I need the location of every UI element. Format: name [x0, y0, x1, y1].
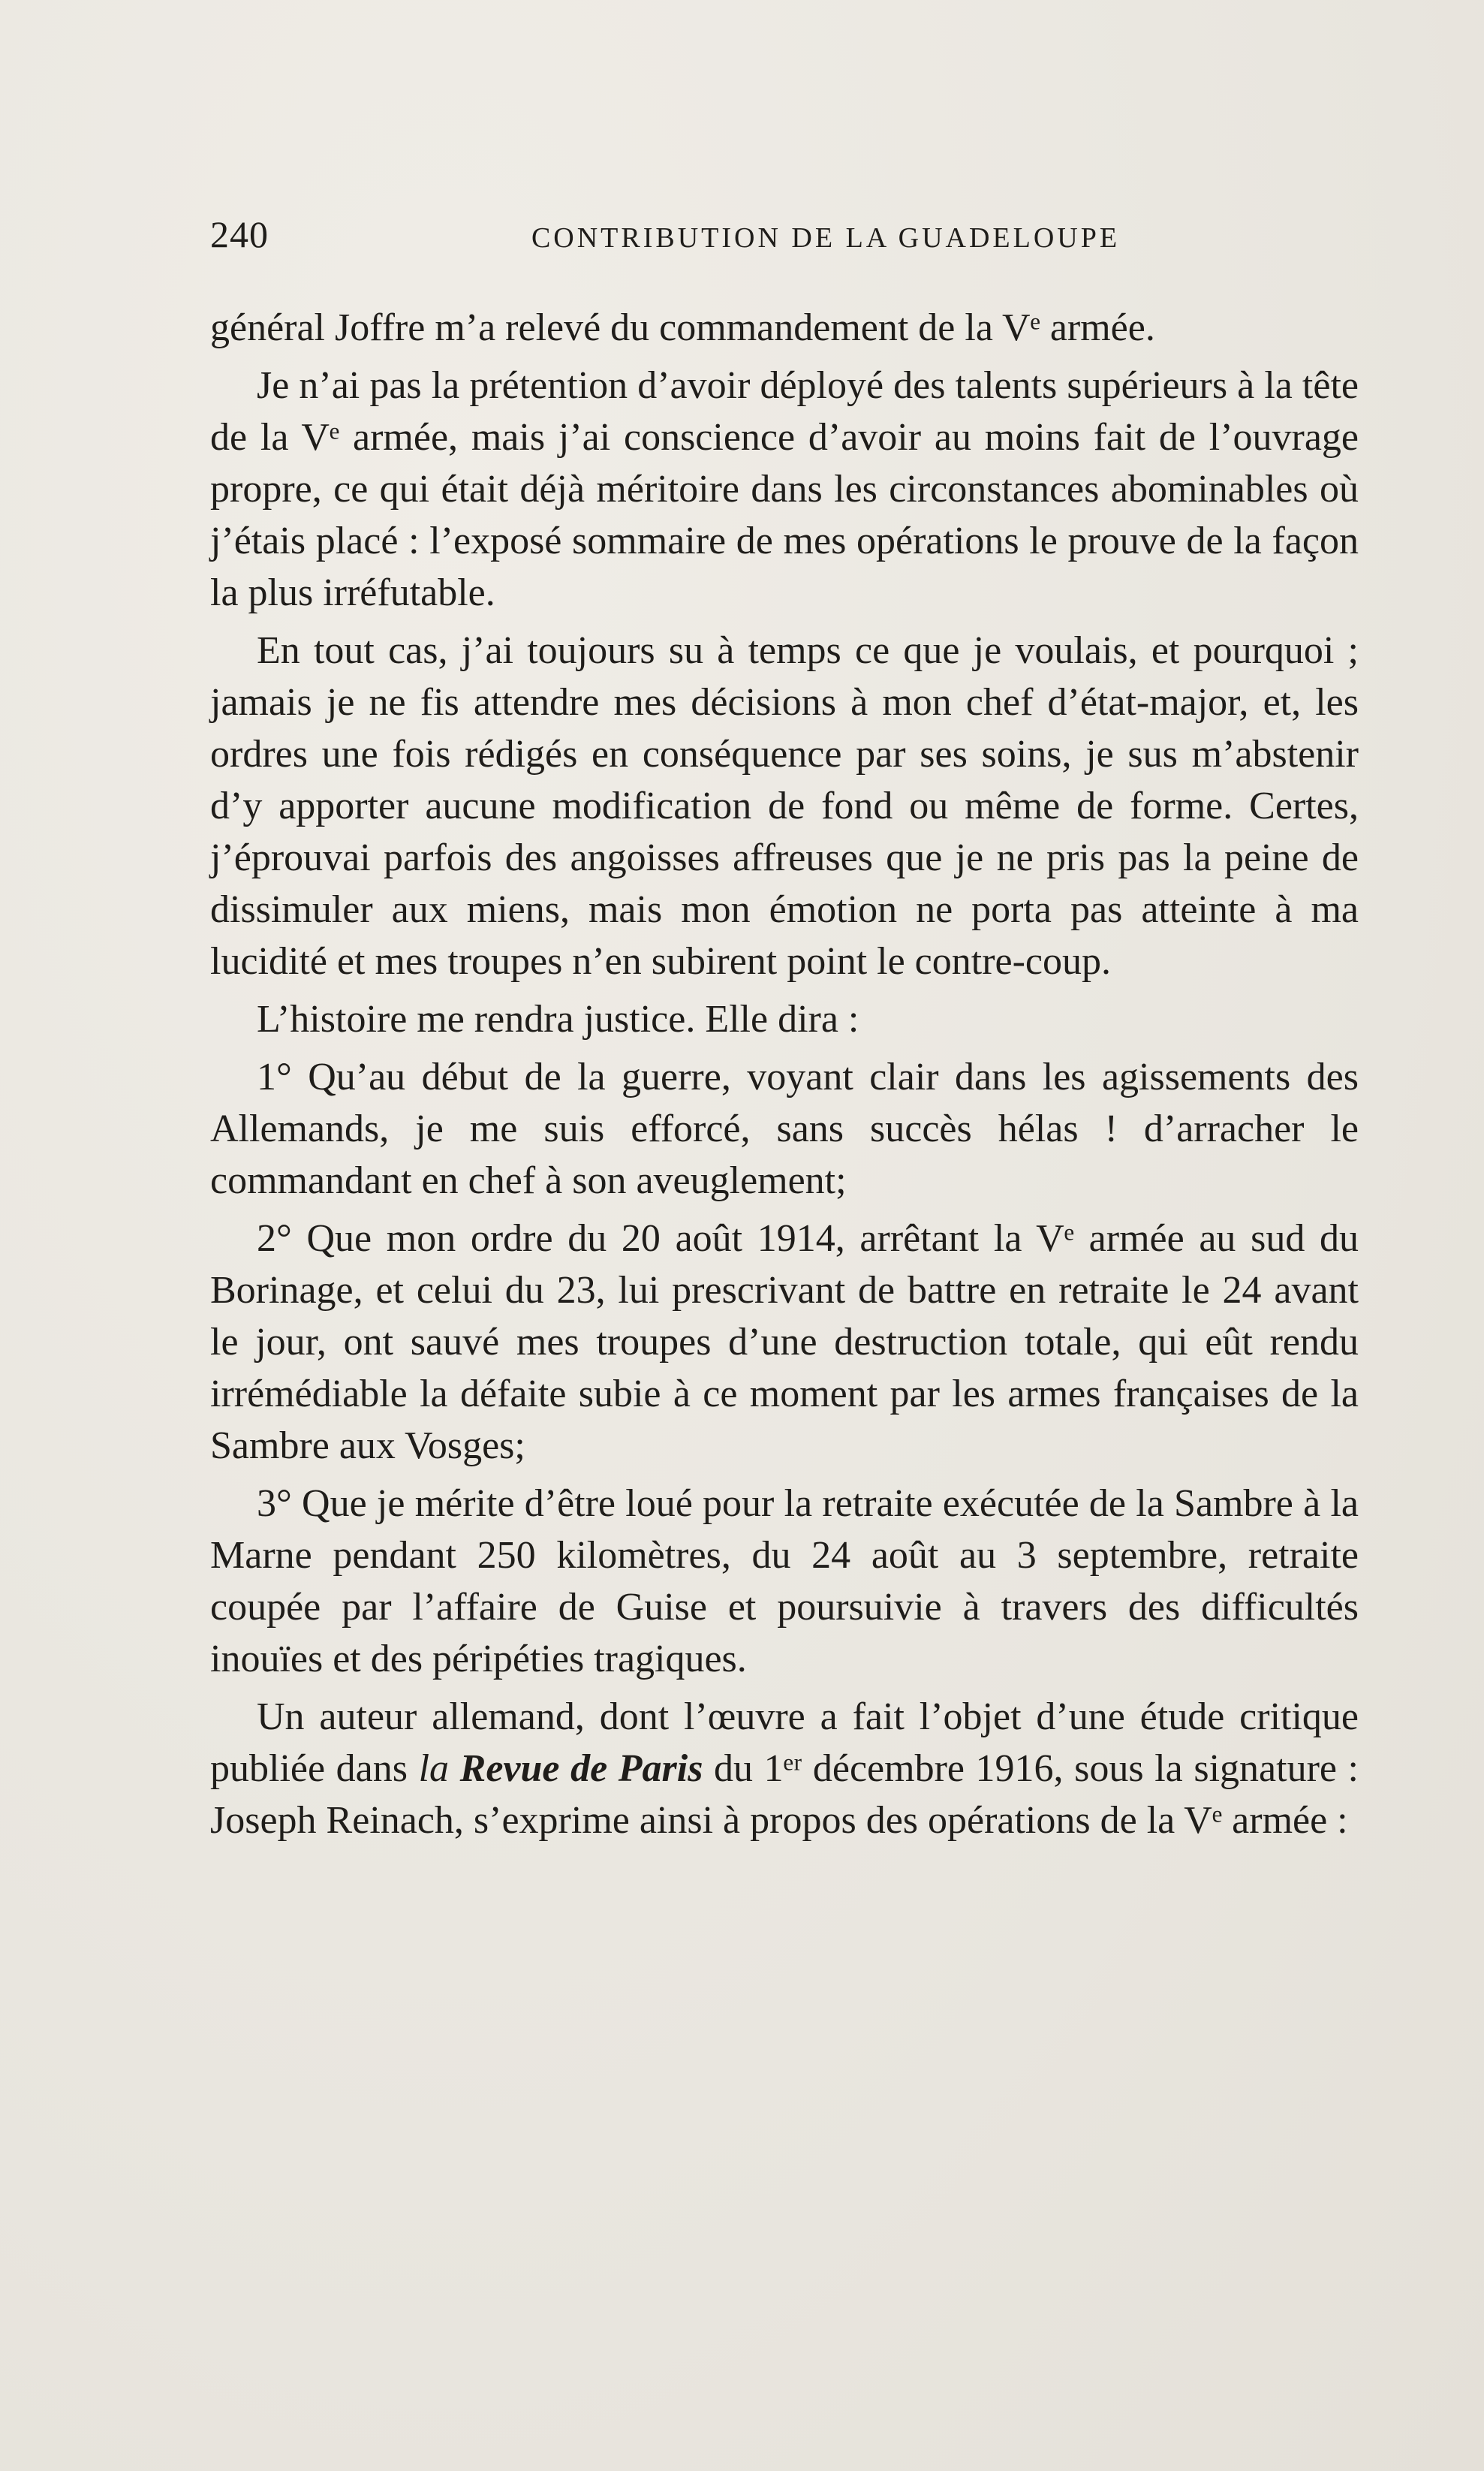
paragraph-last	[210, 1691, 1359, 1846]
paragraph: L’histoire me rendra justice. Elle dira :	[257, 998, 859, 1041]
numbered-paragraph-3: 3° Que je mérite d’être loué pour la retraite exécutée de la Sambre à la Marne pendant 250 kilomètres, du 24 août au 3 septembre, retraite coupée par l’affaire de Guise et poursuivie à travers des difficultés inouïes et des péripéties tragiques.	[210, 1482, 1359, 1680]
paragraph: Je n’ai pas la prétention d’avoir déployé des talents supérieurs à la tête de la Vᵉ armée, mais j’ai conscience d’avoir au moins fait de l’ouvrage propre, ce qui était déjà méritoire dans les circonstances abominables où j’étais placé : l’exposé sommaire de mes opérations le prouve de la façon la plus irréfutable.	[210, 364, 1359, 614]
paragraph-text-before: Un auteur allemand, dont l’œuvre a fait l’objet d’une étude critique publiée dans	[210, 1695, 1359, 1790]
journal-article: la	[418, 1747, 450, 1790]
paragraph-continuation: général Joffre m’a relevé du commandement de la Vᵉ armée.	[210, 306, 1155, 349]
page-header	[210, 212, 1359, 265]
page-number: 240	[210, 213, 269, 255]
journal-title: Revue de Paris	[459, 1747, 703, 1790]
numbered-paragraph-2: 2° Que mon ordre du 20 août 1914, arrêtant la Vᵉ armée au sud du Borinage, et celui du 23, lui prescrivant de battre en retraite le 24 avant le jour, ont sauvé mes troupes d’une destruction totale, qui eût rendu irrémédiable la défaite subie à ce moment par les armes françaises de la Sambre aux Vosges;	[210, 1217, 1359, 1467]
paragraph: En tout cas, j’ai toujours su à temps ce que je voulais, et pourquoi ; jamais je ne fis attendre mes décisions à mon chef d’état-major, et, les ordres une fois rédigés en conséquence par ses soins, je sus m’abstenir d’y apporter aucune modification de fond ou même de forme. Certes, j’éprouvai parfois des angoisses affreuses que je ne pris pas la peine de dissimuler aux miens, mais mon émotion ne porta pas atteinte à ma lucidité et mes troupes n’en subirent point le contre-coup.	[210, 629, 1359, 983]
numbered-paragraph-1: 1° Qu’au début de la guerre, voyant clair dans les agissements des Allemands, je me suis efforcé, sans succès hélas ! d’arracher le commandant en chef à son aveuglement;	[210, 1056, 1359, 1202]
running-title: CONTRIBUTION DE LA GUADELOUPE	[531, 222, 1121, 254]
body-text	[210, 302, 1359, 1846]
paragraph-text-after: du 1ᵉʳ décembre 1916, sous la signature : Joseph Reinach, s’exprime ainsi à propos des opérations de la Vᵉ armée :	[210, 1747, 1359, 1842]
